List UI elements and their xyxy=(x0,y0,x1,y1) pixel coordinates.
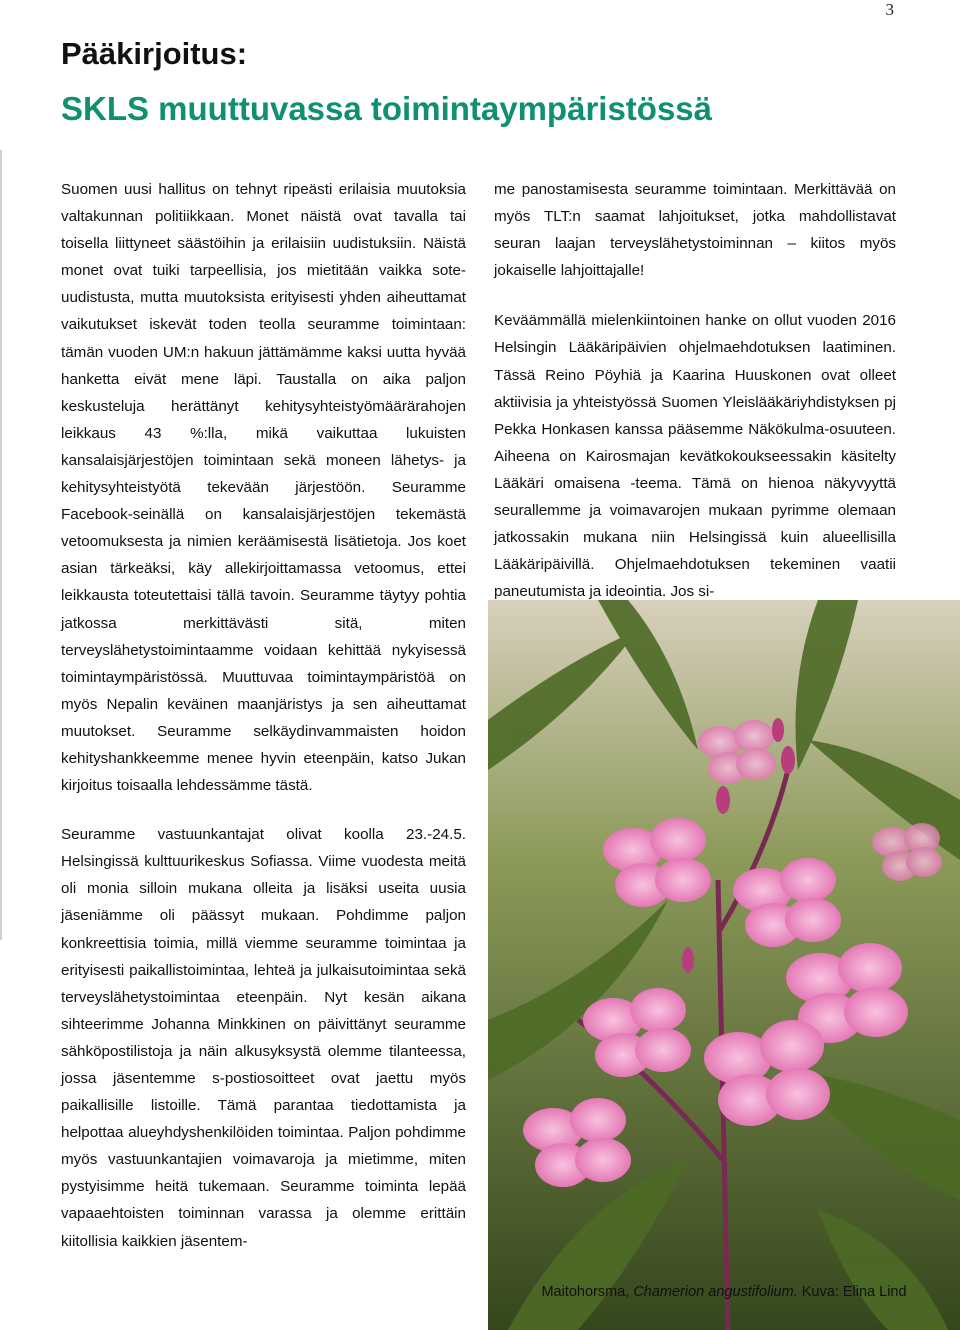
caption-prefix: Maitohorsma, xyxy=(541,1284,634,1300)
caption-species: Chamerion angustifolium. xyxy=(633,1284,798,1300)
left-paragraph-2: Seuramme vastuunkantajat olivat koolla 23.-24.5. Helsingissä kulttuurikeskus Sofiassa. Viime vuodesta meitä oli monia silloin mukana olleita ja lisäksi useita uusia jäseniämme oli päässyt mukaan. Pohdimme paljon konkreettisia toimia, millä viemme seuramme toimintaa ja erityisesti paikallistoimintaa, lehteä ja julkaisutoimintaa sekä terveyslähetystoimintaa eteenpäin. Nyt kesän aikana sihteerimme Johanna Minkkinen on päivittänyt seuramme sähköpostilistoja ja näin alkusyksystä olemme tilanteessa, jossa jäsentemme s-postiosoitteet ovat jaettu myös paikallisille listoille. Tämä parantaa tiedottamista ja helpottaa alueyhdyshenkilöiden toimintaa. Paljon pohdimme myös vastuunkantajien voimavaroja ja mietimme, miten pystyisimme heitä tukemaan. Seuramme toiminta lepää vapaaehtoisten toiminnan varassa ja olemme erittäin kiitollisia kaikkien jäsentem- xyxy=(61,826,466,1250)
fireweed-photo xyxy=(488,600,960,1330)
photo-caption xyxy=(488,1284,960,1300)
right-column xyxy=(494,176,896,605)
right-paragraph-1: me panostamisesta seuramme toimintaan. Merkittävää on myös TLT:n saamat lahjoitukset, jotka mahdollistavat seuran laajan terveyslähetystoiminnan – kiitos myös jokaiselle lahjoittajalle! xyxy=(494,181,896,280)
right-paragraph-2: Keväämmällä mielenkiintoinen hanke on ollut vuoden 2016 Helsingin Lääkäripäivien ohjelmaehdotuksen laatiminen. Tässä Reino Pöyhiä ja Kaarina Huuskonen ovat olleet aktiivisia ja yhteistyössä Suomen Yleislääkäriyhdistyksen pj Pekka Honkasen kanssa pääsemme Näkökulma-osuuteen. Aiheena on Kairosmajan kevätkokoukseessakin käsitelty Lääkäri omaisena -teema. Tämä on hienoa näkyvyyttä seurallemme ja voimavarojen mukaan pyrimme olemaan jatkossakin mukana niin Helsingissä kuin alueellisilla Lääkäripäivillä. Ohjelmaehdotuksen tekeminen vaatii paneutumista ja ideointia. Jos si- xyxy=(494,312,896,601)
section-label: Pääkirjoitus: xyxy=(61,36,248,71)
article-title: SKLS muuttuvassa toimintaympäristössä xyxy=(61,90,713,127)
left-column xyxy=(61,176,466,1255)
page-number: 3 xyxy=(885,0,894,19)
left-paragraph-1: Suomen uusi hallitus on tehnyt ripeästi erilaisia muutoksia valtakunnan politiikkaan. Monet näistä ovat tavalla tai toisella liittyneet säästöihin ja erilaisiin uudistuksiin. Näistä monet ovat tuiki tarpeellisia, jos mietitään vaikka sote-uudistusta, mutta muutoksista erityisesti yhden aiheuttamat vaikutukset iskevät toden teolla seuramme toimintaan: tämän vuoden UM:n hakuun jättämämme kaksi uutta hyvää hanketta eivät mene läpi. Taustalla on aika paljon keskusteluja herättänyt kehitysyhteistyömäärärahojen leikkaus 43 %:lla, mikä vaikuttaa lukuisten kansalaisjärjestöjen toimintaan sekä moneen lähetys- ja kehitysyhteistyötä tekevään järjestöön. Seuramme Facebook-seinällä on kansalaisjärjestöjen tekemästä vetoomuksesta ja nimien keräämisestä lisätietoja. Jos koet asian tärkeäksi, käy allekirjoittamassa vetoomus, ettei leikkausta toteutettaisi tällä tavoin. Seuramme täytyy pohtia jatkossa merkittävästi sitä, miten terveyslähetystoimintaamme voidaan kehittää nykyisessä toimintaympäristössä. Muuttuvaa toimintaympäristöä on myös Nepalin keväinen maanjäristys ja sen aiheuttamat muutokset. Seuramme selkäydinvammaisten hoidon kehityshankkeemme menee hyvin eteenpäin, katso Jukan kirjoitus toisaalla lehdessämme tästä. xyxy=(61,181,466,795)
fireweed-illustration xyxy=(488,600,960,1330)
margin-rule xyxy=(0,150,2,940)
caption-credit: Kuva: Elina Lind xyxy=(797,1284,907,1300)
